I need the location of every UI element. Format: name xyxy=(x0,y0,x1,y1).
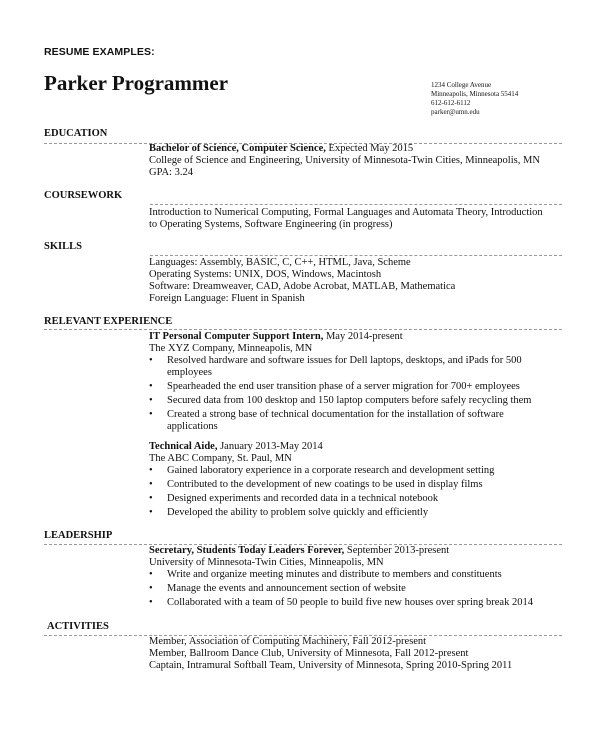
job-1-title: IT Personal Computer Support Intern, xyxy=(149,331,324,342)
job-1-company: The XYZ Company, Minneapolis, MN xyxy=(149,343,313,354)
job-1-bullets xyxy=(149,355,564,433)
contact-block xyxy=(431,81,518,117)
skills-heading: SKILLS xyxy=(44,241,82,252)
skills-languages: Languages: Assembly, BASIC, C, C++, HTML, Java, Scheme xyxy=(149,257,411,268)
activity-ballroom: Member, Ballroom Dance Club, University of Minnesota, Fall 2012-present xyxy=(149,648,469,659)
activities-heading: ACTIVITIES xyxy=(47,621,109,632)
experience-heading: RELEVANT EXPERIENCE xyxy=(44,316,173,327)
skills-block xyxy=(149,257,564,305)
skills-divider xyxy=(150,255,562,256)
list-item: • Spearheaded the end user transition phase of a server migration for 700+ employees xyxy=(149,381,564,393)
list-item: • Resolved hardware and software issues for Dell laptops, desktops, and iPads for 500 employees xyxy=(149,355,537,379)
job-2-dates: January 2013-May 2014 xyxy=(217,441,323,452)
contact-email: parker@umn.edu xyxy=(431,108,480,116)
list-item: • Created a strong base of technical documentation for the installation of software applications xyxy=(149,409,507,433)
list-item: • Gained laboratory experience in a corporate research and development setting xyxy=(149,465,564,477)
gpa-line: GPA: 3.24 xyxy=(149,167,193,178)
activities-block xyxy=(149,636,564,672)
job-2-title-line xyxy=(149,441,564,453)
list-item: • Collaborated with a team of 50 people to build five new houses over spring break 2014 xyxy=(149,597,564,609)
skills-os: Operating Systems: UNIX, DOS, Windows, Macintosh xyxy=(149,269,382,280)
job-1-block xyxy=(149,331,564,433)
degree-line xyxy=(149,143,564,155)
coursework-line-2: to Operating Systems, Software Engineering (in progress) xyxy=(149,219,393,230)
leadership-title: Secretary, Students Today Leaders Forever, xyxy=(149,545,345,556)
contact-phone: 612-612-6112 xyxy=(431,99,471,107)
candidate-name: Parker Programmer xyxy=(44,71,229,95)
list-item: • Developed the ability to problem solve quickly and efficiently xyxy=(149,507,564,519)
leadership-org: University of Minnesota-Twin Cities, Minneapolis, MN xyxy=(149,557,384,568)
job-1-title-line xyxy=(149,331,564,343)
coursework-divider xyxy=(150,204,562,205)
degree-title: Bachelor of Science, Computer Science, xyxy=(149,143,326,154)
resume-examples-label: RESUME EXAMPLES: xyxy=(44,46,155,58)
list-item: • Designed experiments and recorded data in a technical notebook xyxy=(149,493,564,505)
leadership-heading: LEADERSHIP xyxy=(44,530,113,541)
list-item: • Secured data from 100 desktop and 150 laptop computers before safely recycling them xyxy=(149,395,564,407)
skills-foreign-language: Foreign Language: Fluent in Spanish xyxy=(149,293,305,304)
job-2-block xyxy=(149,441,564,519)
degree-expected: Expected May 2015 xyxy=(325,143,414,154)
activity-acm: Member, Association of Computing Machinery, Fall 2012-present xyxy=(149,636,427,647)
skills-software: Software: Dreamweaver, CAD, Adobe Acrobat, MATLAB, Mathematica xyxy=(149,281,456,292)
leadership-dates: September 2013-present xyxy=(344,545,450,556)
experience-divider xyxy=(44,329,562,330)
leadership-bullets xyxy=(149,569,564,609)
list-item: • Write and organize meeting minutes and distribute to members and constituents xyxy=(149,569,564,581)
job-2-bullets xyxy=(149,465,564,519)
contact-city: Minneapolis, Minnesota 55414 xyxy=(431,90,519,98)
list-item: • Contributed to the development of new coatings to be used in display films xyxy=(149,479,564,491)
coursework-heading: COURSEWORK xyxy=(44,190,123,201)
job-2-company: The ABC Company, St. Paul, MN xyxy=(149,453,292,464)
education-heading: EDUCATION xyxy=(44,128,108,139)
education-block xyxy=(149,143,564,179)
leadership-block xyxy=(149,545,564,609)
job-2-title: Technical Aide, xyxy=(149,441,218,452)
leadership-title-line xyxy=(149,545,564,557)
list-item: • Manage the events and announcement section of website xyxy=(149,583,564,595)
activity-softball: Captain, Intramural Softball Team, University of Minnesota, Spring 2010-Spring 2011 xyxy=(149,660,513,671)
college-line: College of Science and Engineering, University of Minnesota-Twin Cities, Minneapolis, MN xyxy=(149,155,540,166)
contact-address: 1234 College Avenue xyxy=(431,81,492,89)
job-1-dates: May 2014-present xyxy=(323,331,403,342)
coursework-line-1: Introduction to Numerical Computing, Formal Languages and Automata Theory, Introduction xyxy=(149,207,543,218)
coursework-block xyxy=(149,207,564,231)
